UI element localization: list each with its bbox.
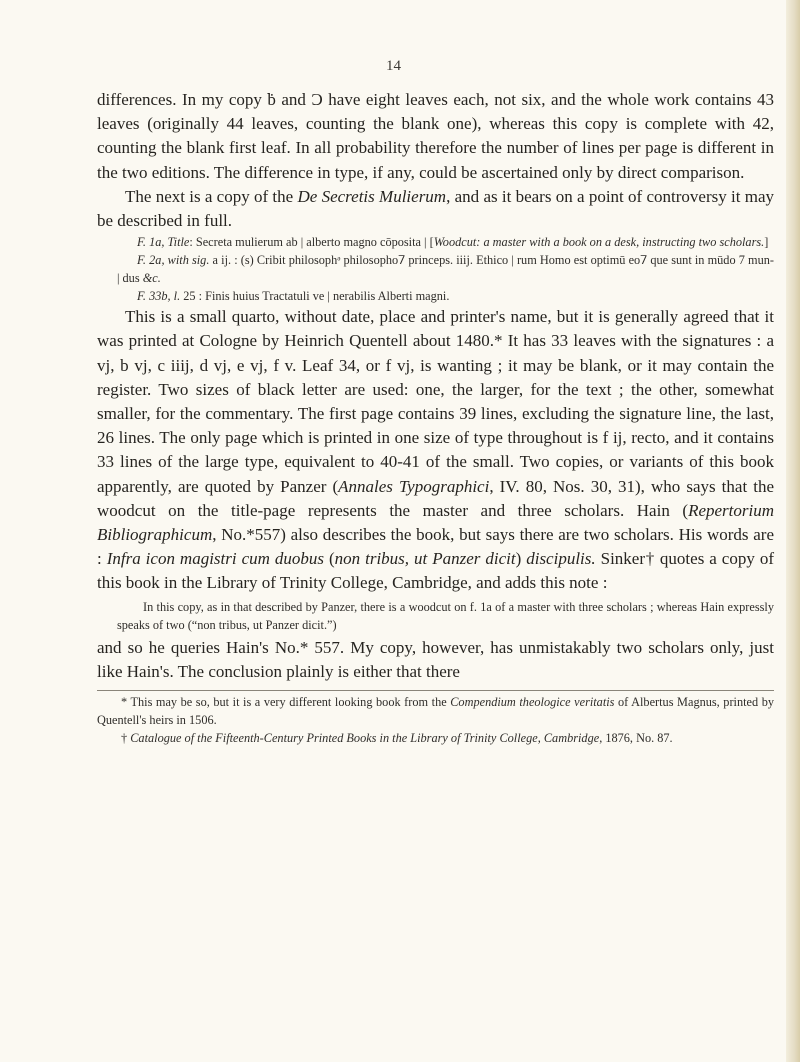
citation-italic: Repertorium Bibliographicum (97, 500, 774, 545)
footnote-dagger (97, 729, 774, 747)
entry-italic: Woodcut: a master with a book on a desk, instructing two scholars. (433, 235, 765, 250)
text-run: , IV. 80, Nos. 30, 31), who says that the woodcut on the title-page represents the master and three scholars. Hain ( (97, 476, 774, 520)
text-run: , and as it bears on a point of controversy it may be described in full. (97, 186, 775, 231)
entry-end: ] (764, 235, 769, 250)
text-run: This is a small quarto, without date, place and printer's name, but it is generally agreed that it was printed at Cologne by Heinrich Quentell about 1480.* It has 33 leaves with the signatures : a vj, b vj, c iiij, d vj, e vj, f v. Leaf 34, or f vj, is wanting ; it may be blank, or it may contain the register. Two sizes of black letter are used: one, the larger, for the text ; the other, somewhat smaller, for the commentary. The first page contains 39 lines, excluding the signature line, the last, 26 lines. The only page which is printed in one size of type throughout is f ij, recto, and it contains 33 lines of the large type, equivalent to 40-41 of the small. Two copies, or variants of this book apparently, are quoted by Panzer ( (97, 307, 774, 496)
book-title-italic: De Secretis Mulierum (297, 186, 447, 206)
latin-quote-italic: discipulis. (526, 549, 596, 569)
text-run: , No.*557) also describes the book, but says there are two scholars. His words are : (97, 525, 774, 569)
paragraph-differences: differences. In my copy ḃ and Ɔ have eight leaves each, not six, and the whole work contains 43 leaves (originally 44 leaves, counting the blank one), whereas this copy is complete with 42, counting the blank first leaf. In all probability therefore the number of lines per page is different in the two editions. The difference in type, if any, could be ascertained only by direct comparison. (97, 90, 774, 182)
latin-quote-italic: Infra icon magistri cum duobus (106, 549, 324, 569)
collation-entry-colophon (97, 287, 774, 305)
entry-italic: &c. (142, 271, 161, 286)
text-run: of Albertus Magnus, printed by Quentell's heirs in 1506. (97, 695, 774, 728)
entry-reference: F. 1a, Title (137, 235, 190, 250)
text-run: * This may be so, but it is a very different looking book from the (121, 695, 451, 710)
collation-entry-title (97, 233, 774, 251)
footnote-asterisk (97, 693, 774, 729)
entry-text: a ij. : (s) Cribit philosophᵊ philosopho⹒ princeps. iiij. Ethico | rum Homo est optimū eo⹒ que sunt in mūdo 7 mun- | dus (117, 253, 774, 286)
text-run: ) (515, 549, 527, 569)
text-run: , 1876, No. 87. (599, 731, 673, 746)
footnote-rule (97, 690, 774, 691)
entry-text: 25 : Finis huius Tractatuli ve | nerabilis Alberti magni. (180, 289, 450, 304)
latin-quote-italic: non tribus, ut Panzer dicit (334, 549, 516, 569)
text-run: ( (324, 549, 335, 569)
entry-text: : Secreta mulierum ab | alberto magno cōposita | [ (189, 235, 434, 250)
footnote-title-italic: Catalogue of the Fifteenth-Century Printed Books in the Library of Trinity College, Cambridge (130, 731, 600, 746)
citation-italic: Annales Typographici (338, 476, 490, 496)
paragraph-description (97, 305, 774, 595)
entry-reference: F. 33b, l. (137, 289, 181, 304)
entry-reference: F. 2a, with sig. (137, 253, 210, 268)
text-run: The next is a copy of the (125, 186, 298, 206)
text-block (97, 88, 774, 747)
collation-entry-second-leaf (97, 251, 774, 287)
block-quote-sinker: In this copy, as in that described by Panzer, there is a woodcut on f. 1a of a master with three scholars ; whereas Hain expressly speaks of two (“non tribus, ut Panzer dicit.”) (117, 599, 774, 632)
page-number: 14 (386, 58, 401, 74)
paragraph-closing: and so he queries Hain's No.* 557. My copy, however, has unmistakably two scholars only, just like Hain's. The conclusion plainly is either that there (97, 637, 774, 681)
footnote-title-italic: Compendium theologice veritatis (450, 695, 615, 710)
text-run: † (121, 731, 131, 746)
text-run: Sinker† quotes a copy of this book in the Library of Trinity College, Cambridge, and adds this note : (97, 549, 774, 593)
paragraph-next-copy (97, 185, 774, 233)
page-edge (786, 0, 800, 1062)
